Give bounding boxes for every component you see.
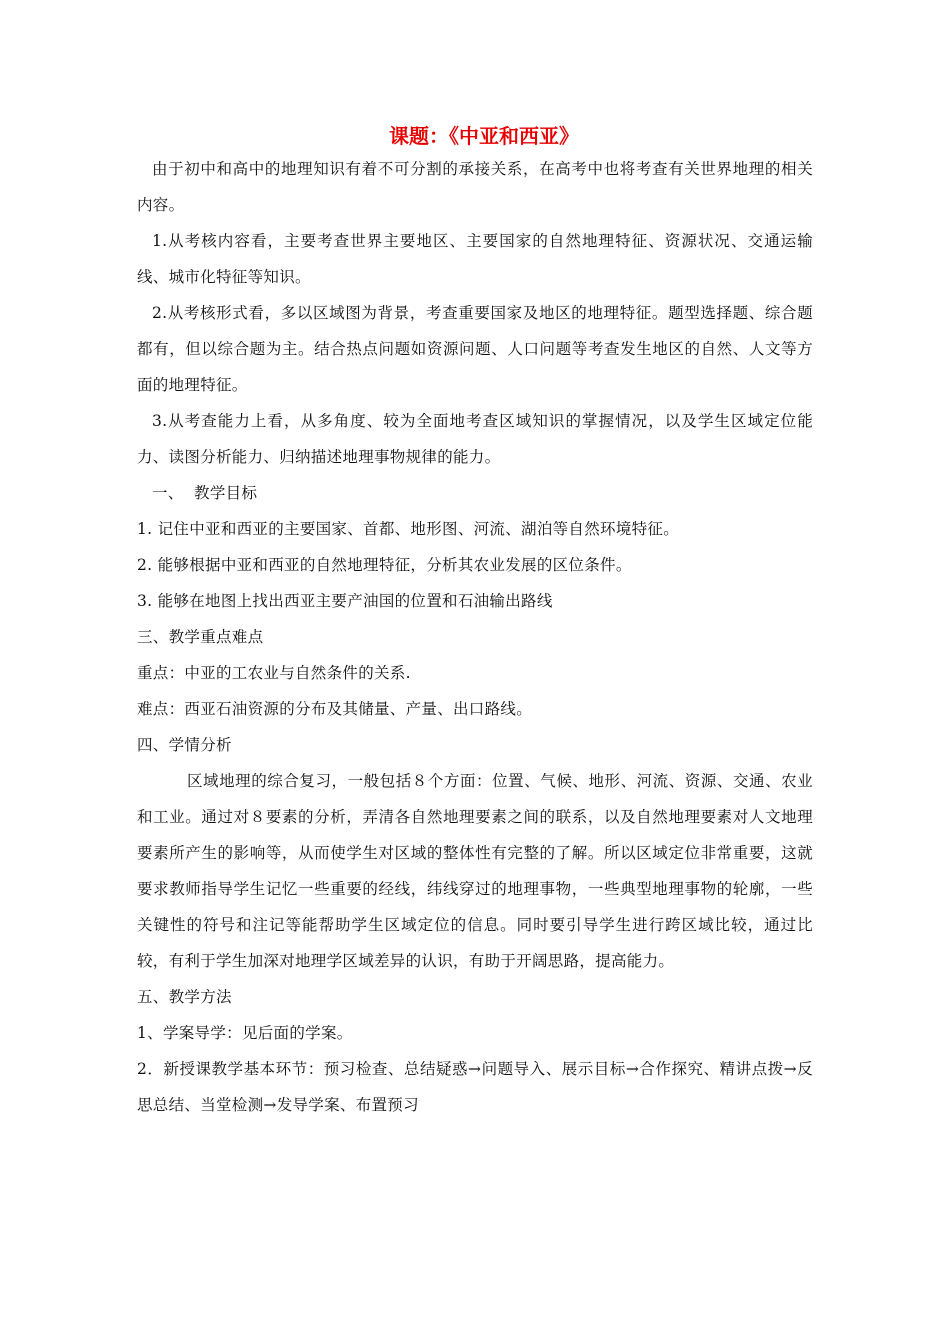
learning-analysis-paragraph: 区域地理的综合复习，一般包括８个方面：位置、气候、地形、河流、资源、交通、农业和工业。通过对８要素的分析，弄清各自然地理要素之间的联系，以及自然地理要素对人文地理要素所产生的影响等，从而使学生对区域的整体性有完整的了解。所以区域定位非常重要，这就要求教师指导学生记忆一些重要的经线，纬线穿过的地理事物，一些典型地理事物的轮廓，一些关键性的符号和注记等能帮助学生区域定位的信息。同时要引导学生进行跨区域比较，通过比较，有利于学生加深对地理学区域差异的认识，有助于开阔思路，提高能力。 [137, 772, 813, 970]
section-heading-teaching-methods: 五、教学方法 [137, 988, 232, 1006]
difficulty-text: 难点：西亚石油资源的分布及其储量、产量、出口路线。 [137, 700, 533, 718]
section-heading-learning-analysis: 四、学情分析 [137, 736, 232, 754]
exam-point-1: 1.从考核内容看，主要考查世界主要地区、主要国家的自然地理特征、资源状况、交通运输线、城市化特征等知识。 [137, 232, 813, 286]
key-point-text: 重点：中亚的工农业与自然条件的关系. [137, 664, 411, 682]
exam-point-3: 3.从考查能力上看，从多角度、较为全面地考查区域知识的掌握情况，以及学生区域定位能力、读图分析能力、归纳描述地理事物规律的能力。 [137, 412, 813, 466]
intro-paragraph: 由于初中和高中的地理知识有着不可分割的承接关系，在高考中也将考查有关世界地理的相关内容。 [137, 160, 813, 214]
exam-point-2: 2.从考核形式看，多以区域图为背景，考查重要国家及地区的地理特征。题型选择题、综合题都有，但以综合题为主。结合热点问题如资源问题、人口问题等考查发生地区的自然、人文等方面的地理特征。 [137, 304, 813, 394]
goal-item-3: 3. 能够在地图上找出西亚主要产油国的位置和石油输出路线 [137, 592, 553, 610]
section-heading-teaching-goals: 一、 教学目标 [152, 484, 258, 502]
goal-item-2: 2. 能够根据中亚和西亚的自然地理特征，分析其农业发展的区位条件。 [137, 556, 632, 574]
document-body [137, 121, 813, 1123]
method-item-2: 2．新授课教学基本环节：预习检查、总结疑惑→问题导入、展示目标→合作探究、精讲点拨→反思总结、当堂检测→发导学案、布置预习 [137, 1060, 813, 1114]
goal-item-1: 1. 记住中亚和西亚的主要国家、首都、地形图、河流、湖泊等自然环境特征。 [137, 520, 680, 538]
document-title: 课题：《中亚和西亚》 [389, 124, 579, 148]
section-heading-key-difficult: 三、教学重点难点 [137, 628, 264, 646]
method-item-1: 1、学案导学：见后面的学案。 [137, 1024, 353, 1042]
